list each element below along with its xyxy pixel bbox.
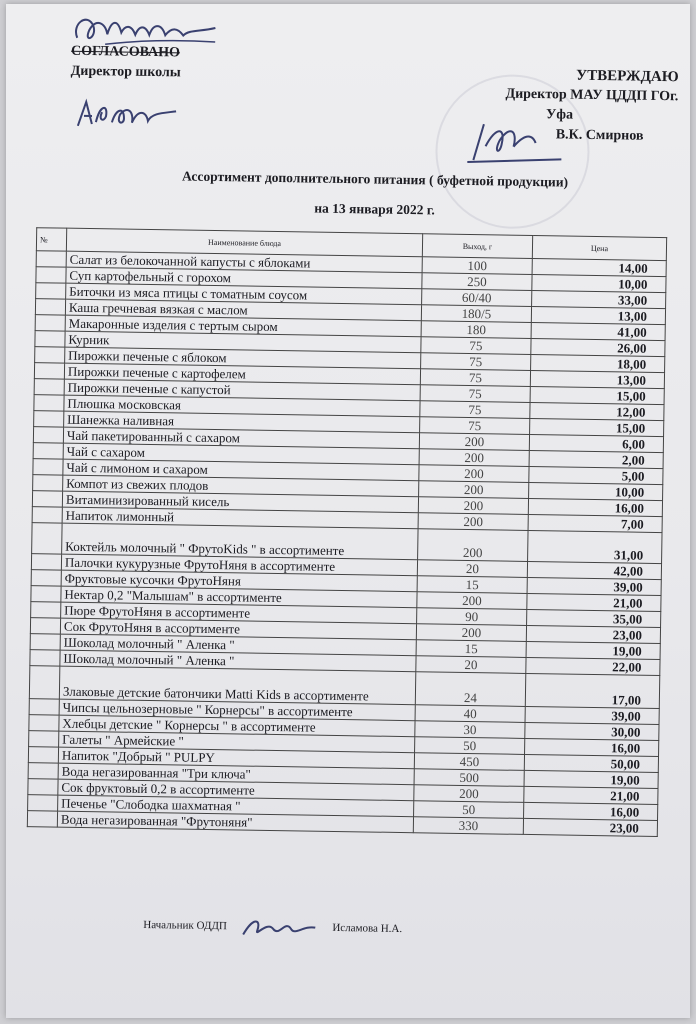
row-number xyxy=(30,650,60,666)
dish-price: 17,00 xyxy=(525,673,660,708)
dish-price: 23,00 xyxy=(526,625,660,643)
dish-price: 31,00 xyxy=(528,530,662,563)
row-number xyxy=(32,491,62,507)
row-number xyxy=(29,731,59,747)
dish-price: 7,00 xyxy=(528,514,662,532)
dish-output: 200 xyxy=(419,449,529,467)
row-number xyxy=(30,634,60,650)
dish-price: 16,00 xyxy=(524,802,658,820)
dish-name: Фруктовые кусочки ФрутоНяня xyxy=(61,570,417,592)
dish-output: 200 xyxy=(416,624,526,642)
header-output: Выход, г xyxy=(422,234,532,259)
dish-output: 90 xyxy=(417,608,527,626)
dish-price: 12,00 xyxy=(530,402,664,420)
row-number xyxy=(28,779,58,795)
dish-price: 42,00 xyxy=(527,561,661,579)
row-number xyxy=(32,523,62,554)
dish-price: 10,00 xyxy=(529,482,663,500)
dish-name: Хлебцы детские " Корнерсы " в ассортименте xyxy=(59,715,415,737)
dish-name: Сок фруктовый 0,2 в ассортименте xyxy=(58,779,414,801)
dish-output: 100 xyxy=(422,257,532,275)
dish-name: Шанежка наливная xyxy=(64,411,420,433)
dish-output: 200 xyxy=(418,513,528,531)
row-number xyxy=(29,715,59,731)
document-heading xyxy=(124,165,625,225)
dish-name: Пюре ФрутоНяня в ассортименте xyxy=(61,602,417,624)
row-number xyxy=(34,411,64,427)
dish-price: 21,00 xyxy=(524,786,658,804)
dish-output: 200 xyxy=(417,592,527,610)
row-number xyxy=(29,699,59,715)
footer-signature xyxy=(239,914,319,939)
dish-name: Напиток "Добрый " PULPY xyxy=(58,747,414,769)
dish-name: Коктейль молочный " ФрутоKids " в ассортименте xyxy=(62,523,418,560)
row-number xyxy=(36,283,66,299)
header-number: № xyxy=(36,228,66,251)
dish-output: 450 xyxy=(414,753,524,771)
city-label: Уфа xyxy=(545,107,574,123)
footer-position: Начальник ОДДП xyxy=(143,918,228,932)
document-date: на 13 января 2022 г. xyxy=(314,200,435,218)
assortment-table xyxy=(27,227,667,837)
row-number xyxy=(30,618,60,634)
dish-name: Печенье "Слободка шахматная " xyxy=(58,795,414,817)
row-number xyxy=(31,586,61,602)
row-number xyxy=(35,347,65,363)
center-director-label: Директор МАУ ЦДДП ГОг. xyxy=(505,86,679,105)
row-number xyxy=(29,666,60,699)
row-number xyxy=(27,811,57,827)
dish-name: Компот из свежих плодов xyxy=(63,475,419,497)
document-footer xyxy=(143,913,402,941)
row-number xyxy=(36,251,66,267)
dish-output: 30 xyxy=(415,721,525,739)
dish-price: 33,00 xyxy=(532,290,666,308)
approval-left-block xyxy=(71,42,182,84)
table-body xyxy=(27,251,666,837)
header-price: Цена xyxy=(532,235,666,260)
dish-output: 20 xyxy=(417,560,527,578)
dish-price: 6,00 xyxy=(529,434,663,452)
dish-price: 2,00 xyxy=(529,450,663,468)
row-number xyxy=(34,395,64,411)
dish-price: 39,00 xyxy=(525,706,659,724)
document-title: Ассортимент дополнительного питания ( буфетной продукции) xyxy=(181,168,569,190)
dish-price: 15,00 xyxy=(530,386,664,404)
row-number xyxy=(28,795,58,811)
dish-output: 75 xyxy=(421,337,531,355)
dish-price: 18,00 xyxy=(531,354,665,372)
dish-output: 200 xyxy=(419,481,529,499)
dish-price: 21,00 xyxy=(527,593,661,611)
row-number xyxy=(28,763,58,779)
dish-price: 39,00 xyxy=(527,577,661,595)
row-number xyxy=(34,363,64,379)
dish-output: 75 xyxy=(421,353,531,371)
director-name: В.К. Смирнов xyxy=(555,127,644,144)
dish-price: 35,00 xyxy=(527,609,661,627)
approval-right-block xyxy=(458,64,679,147)
dish-output: 200 xyxy=(418,497,528,515)
school-director-signature xyxy=(72,92,183,134)
dish-price: 13,00 xyxy=(531,306,665,324)
dish-name: Плюшка московская xyxy=(64,395,420,417)
row-number xyxy=(28,747,58,763)
dish-name: Вода негазированная "Фрутоняня" xyxy=(57,811,413,833)
approved-label: УТВЕРЖДАЮ xyxy=(576,67,679,86)
dish-price: 50,00 xyxy=(524,754,658,772)
dish-name: Пирожки печеные с яблоком xyxy=(65,347,421,369)
dish-price: 22,00 xyxy=(526,657,660,675)
dish-price: 16,00 xyxy=(528,498,662,516)
dish-output: 75 xyxy=(420,401,530,419)
dish-price: 19,00 xyxy=(526,641,660,659)
dish-price: 23,00 xyxy=(523,818,657,836)
row-number xyxy=(36,267,66,283)
row-number xyxy=(31,554,61,570)
dish-output: 15 xyxy=(416,640,526,658)
dish-output: 15 xyxy=(417,576,527,594)
dish-price: 26,00 xyxy=(531,338,665,356)
dish-name: Витаминизированный кисель xyxy=(62,491,418,513)
dish-name: Макаронные изделия с тертым сыром xyxy=(65,315,421,337)
dish-output: 75 xyxy=(420,385,530,403)
dish-output: 180 xyxy=(421,321,531,339)
dish-output: 330 xyxy=(413,817,523,835)
dish-output: 180/5 xyxy=(421,305,531,323)
row-number xyxy=(33,427,63,443)
dish-price: 41,00 xyxy=(531,322,665,340)
dish-name: Пирожки печеные с картофелем xyxy=(64,363,420,385)
row-number xyxy=(34,379,64,395)
document-page xyxy=(6,4,690,1018)
dish-price: 19,00 xyxy=(524,770,658,788)
dish-output: 24 xyxy=(415,672,526,707)
dish-name: Пирожки печеные с капустой xyxy=(64,379,420,401)
dish-name: Сок ФрутоНяня в ассортименте xyxy=(60,618,416,640)
dish-name: Суп картофельный с горохом xyxy=(66,267,422,289)
dish-name: Каша гречневая вязкая с маслом xyxy=(65,299,421,321)
dish-name: Чай пакетированный с сахаром xyxy=(63,427,419,449)
dish-name: Чай с сахаром xyxy=(63,443,419,465)
dish-price: 30,00 xyxy=(525,722,659,740)
row-number xyxy=(32,507,62,523)
dish-name: Вода негазированная "Три ключа" xyxy=(58,763,414,785)
row-number xyxy=(33,475,63,491)
dish-price: 10,00 xyxy=(532,274,666,292)
footer-name: Исламова Н.А. xyxy=(332,921,403,935)
dish-output: 200 xyxy=(419,465,529,483)
row-number xyxy=(33,459,63,475)
dish-output: 75 xyxy=(420,369,530,387)
school-director-label: Директор школы xyxy=(70,63,181,81)
dish-name: Шоколад молочный " Аленка " xyxy=(60,634,416,656)
dish-name: Палочки кукурузные ФрутоНяня в ассортименте xyxy=(61,554,417,576)
dish-output: 20 xyxy=(416,656,526,674)
dish-price: 16,00 xyxy=(525,738,659,756)
dish-price: 15,00 xyxy=(530,418,664,436)
dish-output: 50 xyxy=(414,801,524,819)
row-number xyxy=(35,299,65,315)
row-number xyxy=(31,570,61,586)
dish-output: 60/40 xyxy=(422,289,532,307)
agreed-label: СОГЛАСОВАНО xyxy=(70,43,181,61)
dish-output: 500 xyxy=(414,769,524,787)
dish-name: Шоколад молочный " Аленка " xyxy=(60,650,416,672)
dish-price: 14,00 xyxy=(532,258,666,276)
dish-price: 5,00 xyxy=(529,466,663,484)
dish-name: Галеты " Армейские " xyxy=(59,731,415,753)
header-dish-name: Наименование блюда xyxy=(66,228,422,257)
row-number xyxy=(35,331,65,347)
row-number xyxy=(33,443,63,459)
dish-price: 13,00 xyxy=(530,370,664,388)
dish-name: Чай с лимоном и сахаром xyxy=(63,459,419,481)
dish-name: Курник xyxy=(65,331,421,353)
dish-name: Чипсы цельнозерновые " Корнерсы" в ассортименте xyxy=(59,699,415,721)
dish-output: 200 xyxy=(418,529,528,562)
dish-name: Салат из белокочанной капусты с яблоками xyxy=(66,251,422,273)
dish-name: Злаковые детские батончики Matti Kids в ассортименте xyxy=(59,666,415,705)
dish-name: Напиток лимонный xyxy=(62,507,418,529)
dish-output: 200 xyxy=(419,433,529,451)
dish-output: 40 xyxy=(415,705,525,723)
dish-name: Биточки из мяса птицы с томатным соусом xyxy=(66,283,422,305)
dish-output: 200 xyxy=(414,785,524,803)
row-number xyxy=(31,602,61,618)
dish-output: 50 xyxy=(415,737,525,755)
dish-output: 250 xyxy=(422,273,532,291)
document-content xyxy=(6,4,690,1018)
row-number xyxy=(35,315,65,331)
dish-output: 75 xyxy=(420,417,530,435)
dish-name: Нектар 0,2 "Малышам" в ассортименте xyxy=(61,586,417,608)
